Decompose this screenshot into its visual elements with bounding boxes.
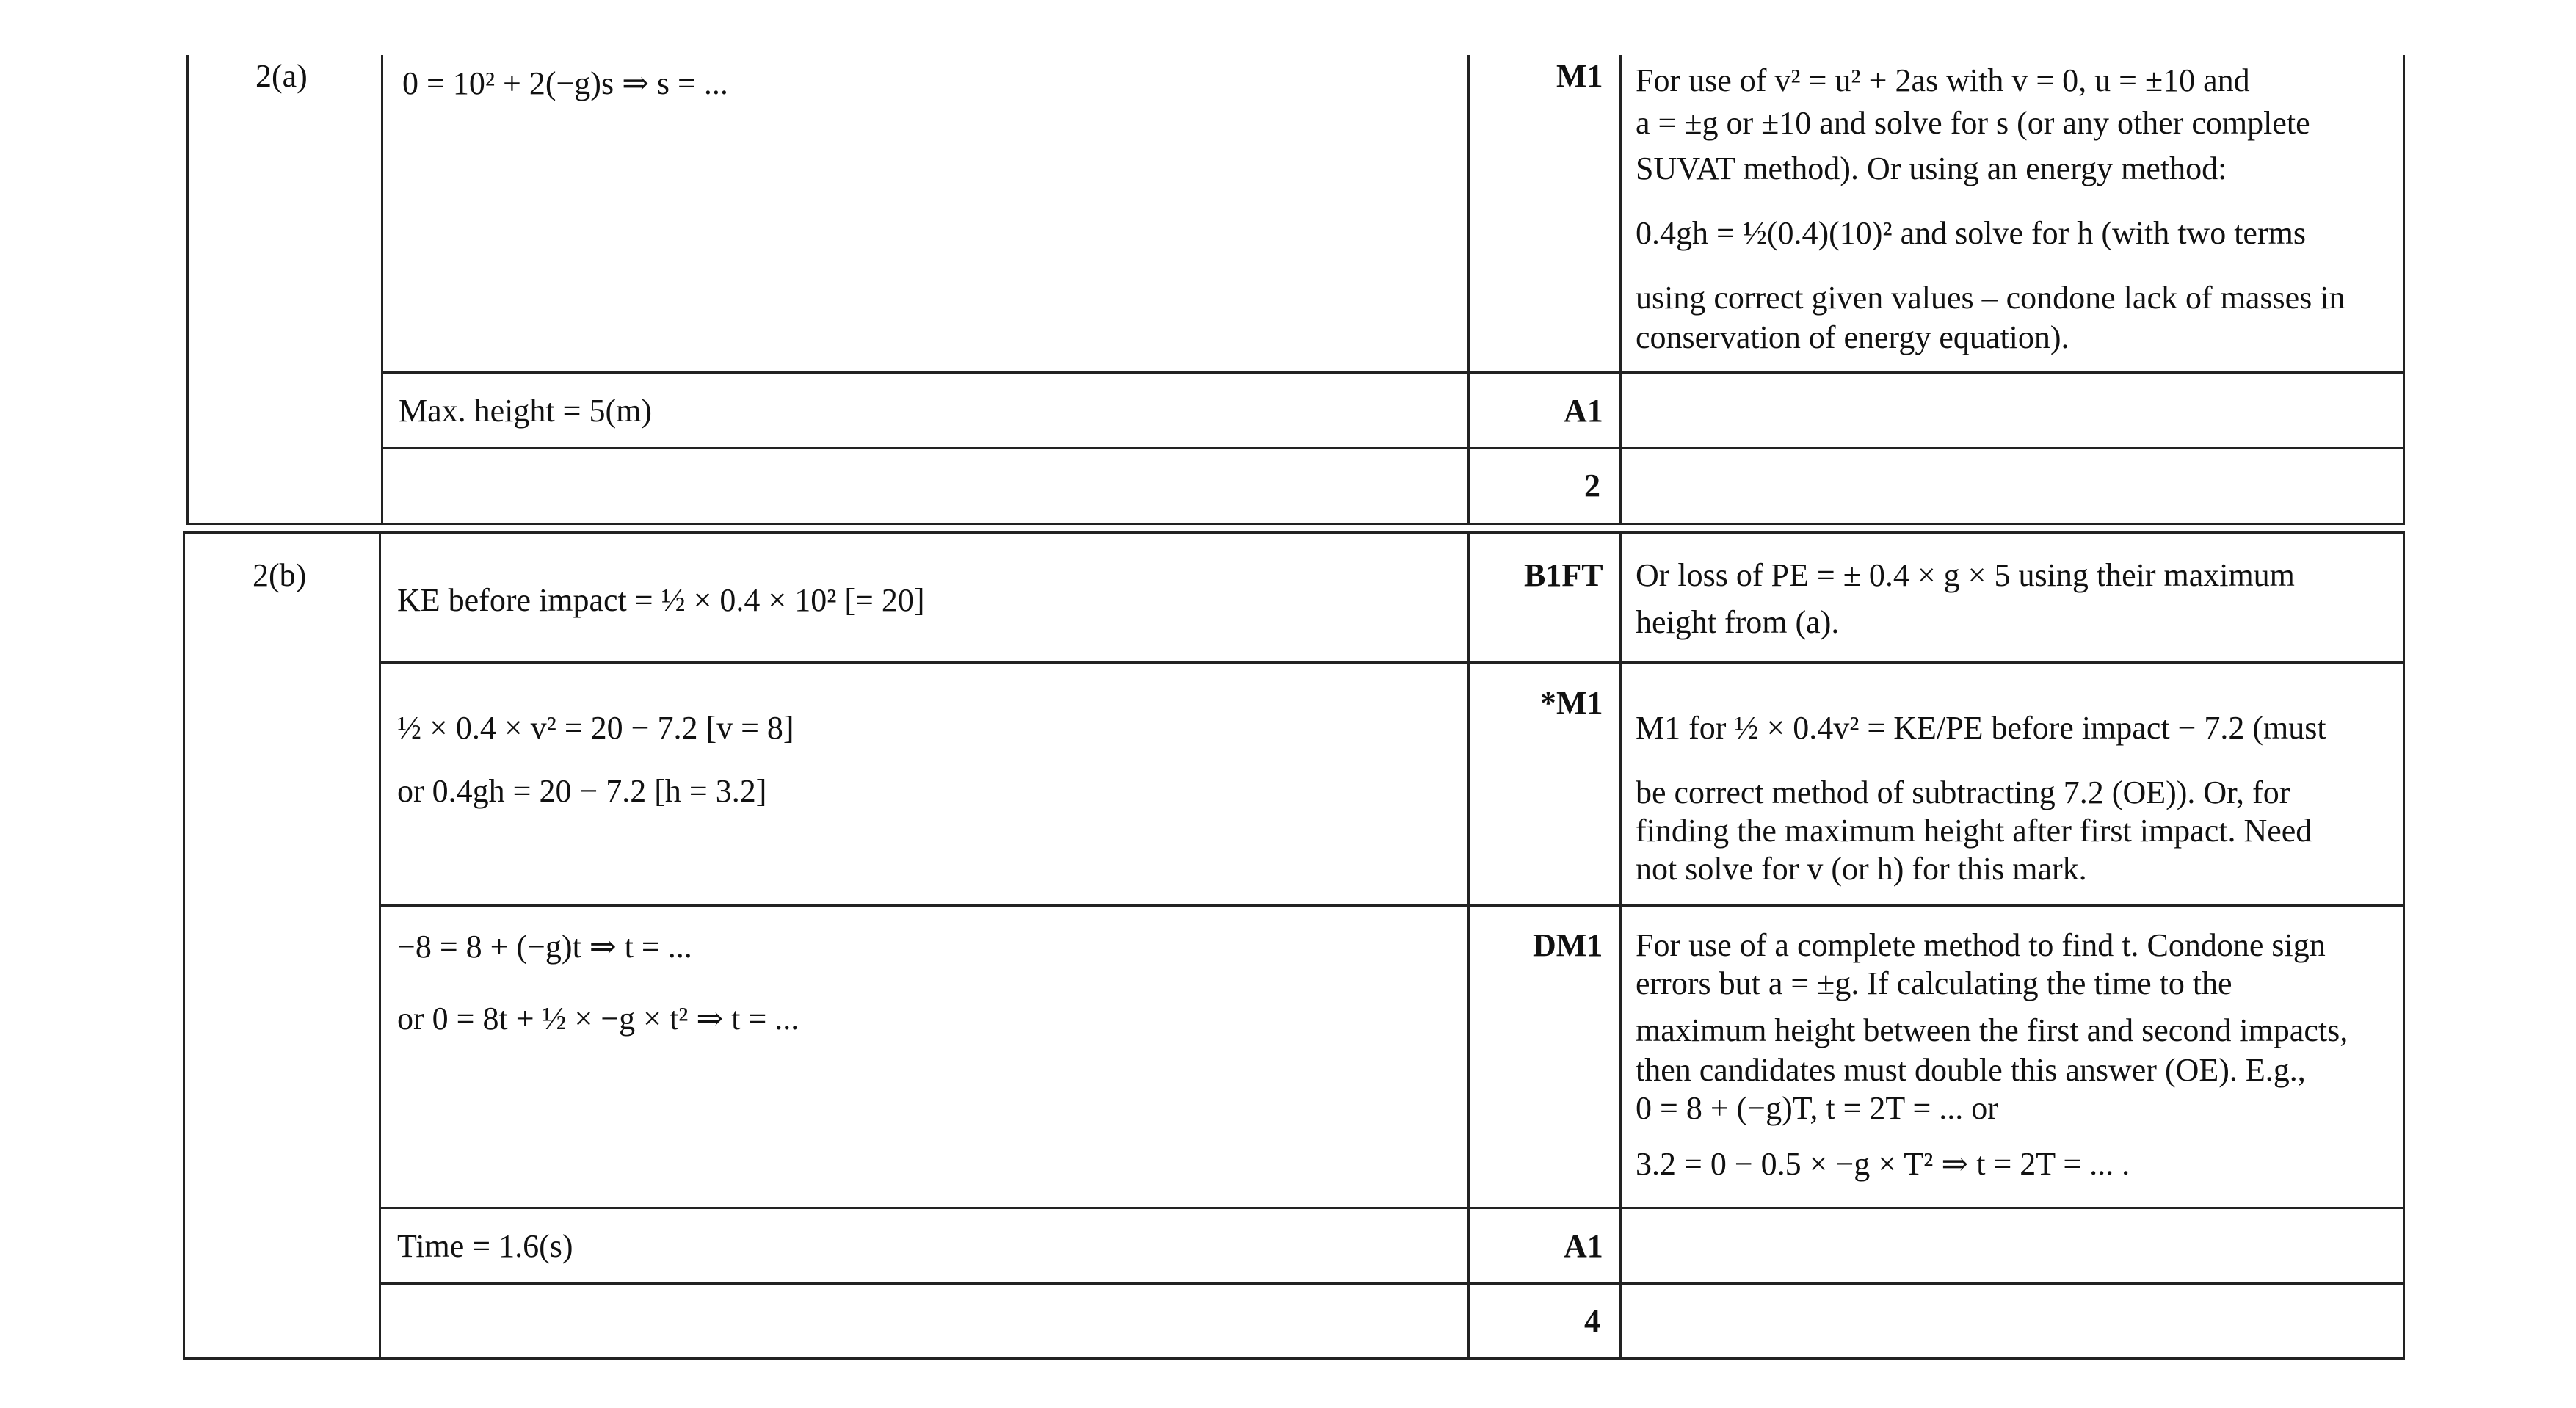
guidance-line: errors but a = ±g. If calculating the time to the — [1636, 965, 2232, 1001]
table-border — [183, 531, 185, 1360]
table-border — [379, 661, 2405, 664]
guidance-line: height from (a). — [1636, 604, 1840, 640]
guidance-line: 0.4gh = ½(0.4)(10)² and solve for h (with two terms — [1636, 215, 2306, 251]
table-border — [381, 371, 2405, 374]
mark-code: B1FT — [1524, 557, 1603, 593]
answer-line: Max. height = 5(m) — [399, 393, 652, 429]
answer-line: KE before impact = ½ × 0.4 × 10² [= 20] — [397, 582, 925, 618]
guidance-line: not solve for v (or h) for this mark. — [1636, 851, 2087, 887]
guidance-line: M1 for ½ × 0.4v² = KE/PE before impact − 7.2 (must — [1636, 710, 2326, 746]
answer-line: or 0 = 8t + ½ × −g × t² ⇒ t = ... — [397, 1001, 799, 1037]
guidance-line: then candidates must double this answer (OE). E.g., — [1636, 1052, 2306, 1088]
table-border — [1467, 531, 1470, 1360]
guidance-line: using correct given values – condone lack of masses in — [1636, 280, 2345, 316]
guidance-line: 3.2 = 0 − 0.5 × −g × T² ⇒ t = 2T = ... . — [1636, 1146, 2130, 1182]
mark-code: M1 — [1556, 58, 1603, 94]
answer-line: −8 = 8 + (−g)t ⇒ t = ... — [397, 929, 692, 965]
question-number: 2(a) — [255, 58, 308, 94]
answer-line: Time = 1.6(s) — [397, 1228, 573, 1264]
table-border — [379, 904, 2405, 907]
table-border — [381, 55, 383, 525]
mark-total: 2 — [1584, 468, 1600, 504]
guidance-line: conservation of energy equation). — [1636, 319, 2069, 355]
guidance-line: SUVAT method). Or using an energy method: — [1636, 150, 2227, 186]
guidance-line: For use of a complete method to find t. Condone sign — [1636, 927, 2326, 963]
question-number: 2(b) — [253, 557, 307, 593]
table-border — [183, 1357, 2405, 1360]
mark-code: *M1 — [1540, 685, 1603, 721]
mark-total: 4 — [1584, 1303, 1600, 1339]
table-border — [381, 447, 2405, 449]
table-border — [379, 1282, 2405, 1285]
guidance-line: finding the maximum height after first impact. Need — [1636, 813, 2312, 849]
mark-code: A1 — [1564, 393, 1603, 429]
table-border — [379, 1207, 2405, 1209]
table-border — [1619, 531, 1622, 1360]
guidance-line: a = ±g or ±10 and solve for s (or any other complete — [1636, 105, 2310, 141]
mark-code: DM1 — [1533, 927, 1603, 963]
answer-line: or 0.4gh = 20 − 7.2 [h = 3.2] — [397, 773, 767, 809]
table-border — [183, 531, 2405, 534]
guidance-line: Or loss of PE = ± 0.4 × g × 5 using their maximum — [1636, 557, 2295, 593]
guidance-line: 0 = 8 + (−g)T, t = 2T = ... or — [1636, 1090, 1998, 1126]
table-border — [186, 55, 189, 525]
answer-line: 0 = 10² + 2(−g)s ⇒ s = ... — [402, 65, 728, 101]
table-border — [1619, 55, 1622, 525]
guidance-line: be correct method of subtracting 7.2 (OE)). Or, for — [1636, 774, 2290, 810]
table-border — [186, 523, 2405, 525]
table-border — [1467, 55, 1470, 525]
mark-code: A1 — [1564, 1228, 1603, 1264]
table-border — [2403, 55, 2405, 525]
guidance-line: maximum height between the first and second impacts, — [1636, 1012, 2348, 1048]
guidance-line: For use of v² = u² + 2as with v = 0, u = ±10 and — [1636, 62, 2250, 98]
table-border — [2403, 531, 2405, 1360]
table-border — [379, 531, 381, 1360]
answer-line: ½ × 0.4 × v² = 20 − 7.2 [v = 8] — [397, 710, 794, 746]
